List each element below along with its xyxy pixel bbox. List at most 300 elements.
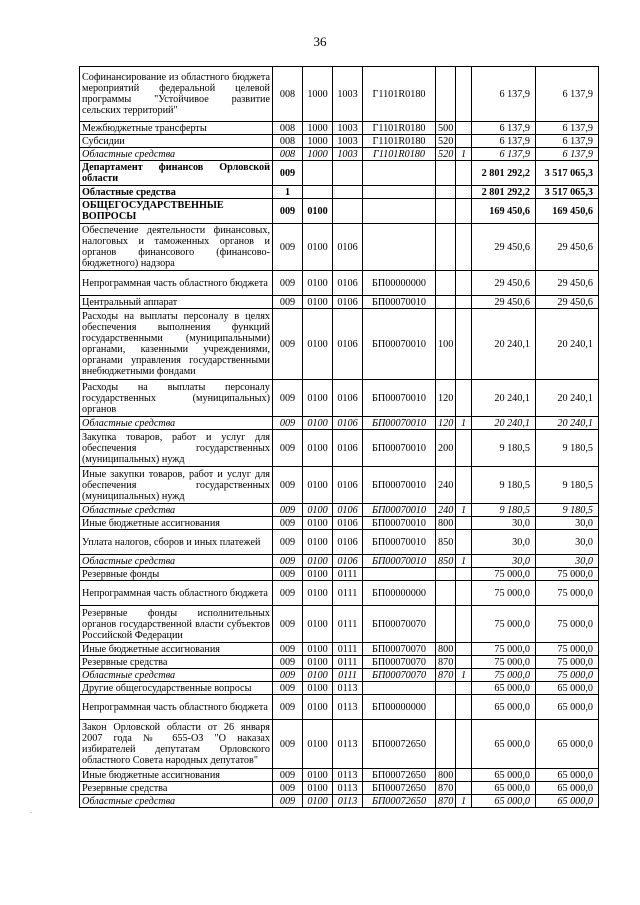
target-article-code: Г1101R0180 <box>363 135 436 148</box>
expense-type-code <box>436 581 456 606</box>
ved-code: 009 <box>273 161 303 186</box>
target-article-code: БП00072650 <box>363 782 436 795</box>
expense-type-code: 870 <box>436 782 456 795</box>
amount-year-2: 6 137,9 <box>536 67 599 122</box>
amount-year-1: 65 000,0 <box>472 682 536 695</box>
expense-type-code: 850 <box>436 555 456 568</box>
amount-year-2: 75 000,0 <box>536 643 599 656</box>
subsection-code: 0113 <box>333 795 363 808</box>
section-code: 0100 <box>303 682 333 695</box>
row-name: Софинансирование из областного бюджета мероприятий федеральной целевой программы "Устойчивое развитие сельских территорий" <box>80 67 273 122</box>
subsection-code: 1003 <box>333 148 363 161</box>
expense-type-code <box>436 720 456 769</box>
amount-year-2: 75 000,0 <box>536 669 599 682</box>
funding-source-code <box>456 380 472 417</box>
target-article-code <box>363 186 436 199</box>
expense-type-code <box>436 271 456 296</box>
funding-source-code <box>456 782 472 795</box>
subsection-code: 0106 <box>333 467 363 504</box>
ved-code: 009 <box>273 296 303 309</box>
section-code: 0100 <box>303 504 333 517</box>
table-row <box>80 695 599 720</box>
amount-year-1: 6 137,9 <box>472 122 536 135</box>
target-article-code <box>363 199 436 224</box>
table-row <box>80 504 599 517</box>
amount-year-2: 20 240,1 <box>536 309 599 380</box>
margin-mark: . <box>30 806 32 815</box>
funding-source-code <box>456 296 472 309</box>
amount-year-1: 30,0 <box>472 530 536 555</box>
table-row <box>80 309 599 380</box>
amount-year-1: 65 000,0 <box>472 769 536 782</box>
amount-year-2: 9 180,5 <box>536 467 599 504</box>
expense-type-code: 870 <box>436 669 456 682</box>
table-row <box>80 669 599 682</box>
amount-year-1: 9 180,5 <box>472 504 536 517</box>
section-code: 0100 <box>303 656 333 669</box>
funding-source-code: 1 <box>456 795 472 808</box>
row-name: Областные средства <box>80 417 273 430</box>
funding-source-code <box>456 309 472 380</box>
subsection-code: 0106 <box>333 430 363 467</box>
ved-code: 008 <box>273 122 303 135</box>
amount-year-2: 65 000,0 <box>536 720 599 769</box>
ved-code: 009 <box>273 669 303 682</box>
ved-code: 008 <box>273 67 303 122</box>
amount-year-1: 2 801 292,2 <box>472 161 536 186</box>
table-row <box>80 380 599 417</box>
row-name: Расходы на выплаты персоналу государственных (муниципальных) органов <box>80 380 273 417</box>
amount-year-1: 29 450,6 <box>472 224 536 271</box>
row-name: Областные средства <box>80 148 273 161</box>
amount-year-1: 169 450,6 <box>472 199 536 224</box>
amount-year-1: 65 000,0 <box>472 782 536 795</box>
expense-type-code: 200 <box>436 430 456 467</box>
funding-source-code <box>456 695 472 720</box>
subsection-code: 1003 <box>333 135 363 148</box>
amount-year-1: 75 000,0 <box>472 606 536 643</box>
ved-code: 009 <box>273 430 303 467</box>
amount-year-2: 20 240,1 <box>536 417 599 430</box>
ved-code: 009 <box>273 568 303 581</box>
funding-source-code: 1 <box>456 669 472 682</box>
expense-type-code: 520 <box>436 135 456 148</box>
expense-type-code: 240 <box>436 467 456 504</box>
amount-year-1: 30,0 <box>472 555 536 568</box>
ved-code: 008 <box>273 148 303 161</box>
section-code: 1000 <box>303 135 333 148</box>
row-name: Иные закупки товаров, работ и услуг для обеспечения государственных (муниципальных) нужд <box>80 467 273 504</box>
target-article-code <box>363 224 436 271</box>
section-code: 0100 <box>303 417 333 430</box>
amount-year-2: 169 450,6 <box>536 199 599 224</box>
subsection-code: 1003 <box>333 67 363 122</box>
funding-source-code: 1 <box>456 504 472 517</box>
row-name: Резервные средства <box>80 782 273 795</box>
subsection-code: 0113 <box>333 782 363 795</box>
ved-code: 009 <box>273 643 303 656</box>
amount-year-2: 20 240,1 <box>536 380 599 417</box>
expense-type-code: 240 <box>436 504 456 517</box>
amount-year-2: 75 000,0 <box>536 581 599 606</box>
section-code: 0100 <box>303 669 333 682</box>
target-article-code: БП00070010 <box>363 430 436 467</box>
target-article-code: БП00070070 <box>363 643 436 656</box>
amount-year-2: 65 000,0 <box>536 769 599 782</box>
amount-year-1: 6 137,9 <box>472 148 536 161</box>
amount-year-1: 6 137,9 <box>472 67 536 122</box>
funding-source-code: 1 <box>456 417 472 430</box>
section-code: 0100 <box>303 581 333 606</box>
funding-source-code <box>456 656 472 669</box>
amount-year-2: 9 180,5 <box>536 504 599 517</box>
subsection-code: 0111 <box>333 581 363 606</box>
target-article-code: Г1101R0180 <box>363 122 436 135</box>
target-article-code: БП00070010 <box>363 380 436 417</box>
table-row <box>80 161 599 186</box>
row-name: Закон Орловской области от 26 января 2007 года № 655-ОЗ "О наказах избирателей депутатам Орловского областного Совета народных депутатов" <box>80 720 273 769</box>
row-name: ОБЩЕГОСУДАРСТВЕННЫЕ ВОПРОСЫ <box>80 199 273 224</box>
subsection-code: 0106 <box>333 517 363 530</box>
ved-code: 009 <box>273 467 303 504</box>
section-code: 0100 <box>303 271 333 296</box>
amount-year-1: 9 180,5 <box>472 467 536 504</box>
table-row <box>80 135 599 148</box>
funding-source-code <box>456 606 472 643</box>
ved-code: 009 <box>273 309 303 380</box>
expense-type-code: 870 <box>436 656 456 669</box>
section-code: 0100 <box>303 309 333 380</box>
target-article-code: БП00072650 <box>363 720 436 769</box>
funding-source-code <box>456 186 472 199</box>
funding-source-code <box>456 67 472 122</box>
ved-code: 009 <box>273 795 303 808</box>
table-row <box>80 417 599 430</box>
subsection-code: 0111 <box>333 656 363 669</box>
amount-year-2: 65 000,0 <box>536 682 599 695</box>
table-row <box>80 656 599 669</box>
expense-type-code: 850 <box>436 530 456 555</box>
funding-source-code <box>456 581 472 606</box>
funding-source-code: 1 <box>456 555 472 568</box>
funding-source-code <box>456 568 472 581</box>
table-row <box>80 782 599 795</box>
row-name: Обеспечение деятельности финансовых, налоговых и таможенных органов и органов финансового (финансово-бюджетного) надзора <box>80 224 273 271</box>
amount-year-1: 30,0 <box>472 517 536 530</box>
funding-source-code <box>456 224 472 271</box>
section-code: 0100 <box>303 695 333 720</box>
row-name: Расходы на выплаты персоналу в целях обеспечения выполнения функций государственными (муниципальными) органами, казенными учреждениями, органами управления государственными внебюджетными фондами <box>80 309 273 380</box>
amount-year-2: 65 000,0 <box>536 782 599 795</box>
funding-source-code <box>456 430 472 467</box>
table-row <box>80 606 599 643</box>
ved-code: 009 <box>273 682 303 695</box>
target-article-code <box>363 568 436 581</box>
amount-year-1: 75 000,0 <box>472 568 536 581</box>
section-code: 0100 <box>303 606 333 643</box>
ved-code: 008 <box>273 135 303 148</box>
expense-type-code <box>436 606 456 643</box>
target-article-code: БП00072650 <box>363 795 436 808</box>
table-row <box>80 555 599 568</box>
expense-type-code <box>436 161 456 186</box>
expense-type-code <box>436 224 456 271</box>
ved-code: 009 <box>273 606 303 643</box>
expense-type-code: 120 <box>436 417 456 430</box>
target-article-code: БП00070010 <box>363 555 436 568</box>
subsection-code <box>333 199 363 224</box>
subsection-code: 0106 <box>333 296 363 309</box>
ved-code: 009 <box>273 504 303 517</box>
target-article-code: БП00070010 <box>363 504 436 517</box>
target-article-code: БП00000000 <box>363 581 436 606</box>
amount-year-1: 29 450,6 <box>472 271 536 296</box>
target-article-code: БП00070010 <box>363 296 436 309</box>
table-row <box>80 271 599 296</box>
expense-type-code: 800 <box>436 769 456 782</box>
target-article-code: БП00070010 <box>363 530 436 555</box>
amount-year-2: 6 137,9 <box>536 122 599 135</box>
table-row <box>80 643 599 656</box>
table-row <box>80 199 599 224</box>
target-article-code: БП00070010 <box>363 309 436 380</box>
ved-code: 009 <box>273 224 303 271</box>
target-article-code: БП00070070 <box>363 656 436 669</box>
amount-year-1: 9 180,5 <box>472 430 536 467</box>
ved-code: 009 <box>273 199 303 224</box>
section-code <box>303 161 333 186</box>
section-code: 0100 <box>303 769 333 782</box>
target-article-code: Г1101R0180 <box>363 67 436 122</box>
section-code <box>303 186 333 199</box>
subsection-code: 0111 <box>333 568 363 581</box>
row-name: Непрограммная часть областного бюджета <box>80 695 273 720</box>
table-row <box>80 581 599 606</box>
ved-code: 009 <box>273 769 303 782</box>
section-code: 0100 <box>303 430 333 467</box>
funding-source-code <box>456 643 472 656</box>
amount-year-1: 6 137,9 <box>472 135 536 148</box>
row-name: Субсидии <box>80 135 273 148</box>
subsection-code: 0113 <box>333 769 363 782</box>
funding-source-code <box>456 271 472 296</box>
row-name: Областные средства <box>80 795 273 808</box>
amount-year-2: 6 137,9 <box>536 148 599 161</box>
amount-year-1: 75 000,0 <box>472 581 536 606</box>
subsection-code: 0106 <box>333 504 363 517</box>
ved-code: 009 <box>273 530 303 555</box>
row-name: Областные средства <box>80 669 273 682</box>
amount-year-2: 6 137,9 <box>536 135 599 148</box>
subsection-code: 0106 <box>333 417 363 430</box>
section-code: 0100 <box>303 555 333 568</box>
ved-code: 009 <box>273 581 303 606</box>
subsection-code: 0106 <box>333 309 363 380</box>
funding-source-code <box>456 467 472 504</box>
row-name: Закупка товаров, работ и услуг для обеспечения государственных (муниципальных) нужд <box>80 430 273 467</box>
section-code: 0100 <box>303 530 333 555</box>
amount-year-2: 65 000,0 <box>536 695 599 720</box>
ved-code: 009 <box>273 271 303 296</box>
amount-year-1: 65 000,0 <box>472 695 536 720</box>
subsection-code: 0106 <box>333 271 363 296</box>
ved-code: 009 <box>273 656 303 669</box>
page-number: 36 <box>313 34 327 49</box>
ved-code: 009 <box>273 720 303 769</box>
funding-source-code <box>456 135 472 148</box>
table-row <box>80 296 599 309</box>
row-name: Другие общегосударственные вопросы <box>80 682 273 695</box>
table-row <box>80 720 599 769</box>
section-code: 0100 <box>303 467 333 504</box>
section-code: 1000 <box>303 67 333 122</box>
budget-table <box>79 66 599 808</box>
section-code: 1000 <box>303 148 333 161</box>
funding-source-code <box>456 122 472 135</box>
target-article-code: БП00070010 <box>363 517 436 530</box>
amount-year-1: 20 240,1 <box>472 380 536 417</box>
amount-year-1: 20 240,1 <box>472 417 536 430</box>
expense-type-code <box>436 296 456 309</box>
expense-type-code <box>436 67 456 122</box>
row-name: Областные средства <box>80 555 273 568</box>
amount-year-2: 75 000,0 <box>536 568 599 581</box>
table-row <box>80 682 599 695</box>
table-row <box>80 795 599 808</box>
table-row <box>80 148 599 161</box>
subsection-code <box>333 161 363 186</box>
target-article-code: БП00070070 <box>363 606 436 643</box>
target-article-code: БП00070070 <box>363 669 436 682</box>
amount-year-1: 75 000,0 <box>472 656 536 669</box>
amount-year-2: 65 000,0 <box>536 795 599 808</box>
amount-year-1: 75 000,0 <box>472 643 536 656</box>
row-name: Иные бюджетные ассигнования <box>80 517 273 530</box>
expense-type-code: 800 <box>436 643 456 656</box>
table-row <box>80 122 599 135</box>
ved-code: 1 <box>273 186 303 199</box>
expense-type-code: 870 <box>436 795 456 808</box>
target-article-code: БП00070010 <box>363 417 436 430</box>
section-code: 0100 <box>303 296 333 309</box>
section-code: 0100 <box>303 568 333 581</box>
table-row <box>80 769 599 782</box>
amount-year-2: 29 450,6 <box>536 296 599 309</box>
amount-year-2: 3 517 065,3 <box>536 186 599 199</box>
subsection-code: 0106 <box>333 380 363 417</box>
target-article-code <box>363 682 436 695</box>
table-row <box>80 430 599 467</box>
row-name: Резервные средства <box>80 656 273 669</box>
target-article-code: БП00072650 <box>363 769 436 782</box>
table-row <box>80 67 599 122</box>
row-name: Уплата налогов, сборов и иных платежей <box>80 530 273 555</box>
amount-year-2: 3 517 065,3 <box>536 161 599 186</box>
expense-type-code <box>436 186 456 199</box>
target-article-code: БП00070010 <box>363 467 436 504</box>
expense-type-code: 100 <box>436 309 456 380</box>
ved-code: 009 <box>273 695 303 720</box>
table-row <box>80 568 599 581</box>
amount-year-1: 65 000,0 <box>472 720 536 769</box>
section-code: 0100 <box>303 224 333 271</box>
table-row <box>80 517 599 530</box>
amount-year-2: 30,0 <box>536 530 599 555</box>
subsection-code: 0113 <box>333 695 363 720</box>
row-name: Областные средства <box>80 186 273 199</box>
target-article-code <box>363 161 436 186</box>
expense-type-code <box>436 199 456 224</box>
subsection-code: 0111 <box>333 606 363 643</box>
subsection-code <box>333 186 363 199</box>
row-name: Департамент финансов Орловской области <box>80 161 273 186</box>
ved-code: 009 <box>273 555 303 568</box>
section-code: 0100 <box>303 199 333 224</box>
amount-year-1: 65 000,0 <box>472 795 536 808</box>
amount-year-2: 30,0 <box>536 555 599 568</box>
expense-type-code: 120 <box>436 380 456 417</box>
table-row <box>80 224 599 271</box>
subsection-code: 0113 <box>333 682 363 695</box>
subsection-code: 0106 <box>333 530 363 555</box>
amount-year-1: 2 801 292,2 <box>472 186 536 199</box>
row-name: Резервные фонды <box>80 568 273 581</box>
expense-type-code: 800 <box>436 517 456 530</box>
amount-year-2: 75 000,0 <box>536 656 599 669</box>
funding-source-code <box>456 199 472 224</box>
section-code: 0100 <box>303 720 333 769</box>
ved-code: 009 <box>273 517 303 530</box>
amount-year-1: 29 450,6 <box>472 296 536 309</box>
amount-year-1: 75 000,0 <box>472 669 536 682</box>
section-code: 0100 <box>303 643 333 656</box>
row-name: Межбюджетные трансферты <box>80 122 273 135</box>
subsection-code: 0111 <box>333 669 363 682</box>
amount-year-2: 30,0 <box>536 517 599 530</box>
subsection-code: 0106 <box>333 555 363 568</box>
ved-code: 009 <box>273 380 303 417</box>
amount-year-2: 75 000,0 <box>536 606 599 643</box>
target-article-code: БП00000000 <box>363 695 436 720</box>
table-row <box>80 530 599 555</box>
expense-type-code: 520 <box>436 148 456 161</box>
section-code: 0100 <box>303 782 333 795</box>
section-code: 0100 <box>303 795 333 808</box>
amount-year-2: 9 180,5 <box>536 430 599 467</box>
target-article-code: Г1101R0180 <box>363 148 436 161</box>
expense-type-code: 500 <box>436 122 456 135</box>
row-name: Областные средства <box>80 504 273 517</box>
section-code: 0100 <box>303 517 333 530</box>
subsection-code: 0113 <box>333 720 363 769</box>
subsection-code: 0106 <box>333 224 363 271</box>
funding-source-code <box>456 682 472 695</box>
row-name: Непрограммная часть областного бюджета <box>80 271 273 296</box>
ved-code: 009 <box>273 782 303 795</box>
expense-type-code <box>436 695 456 720</box>
expense-type-code <box>436 568 456 581</box>
target-article-code: БП00000000 <box>363 271 436 296</box>
row-name: Непрограммная часть областного бюджета <box>80 581 273 606</box>
table-row <box>80 467 599 504</box>
section-code: 0100 <box>303 380 333 417</box>
funding-source-code <box>456 530 472 555</box>
table-row <box>80 186 599 199</box>
funding-source-code <box>456 769 472 782</box>
ved-code: 009 <box>273 417 303 430</box>
amount-year-1: 20 240,1 <box>472 309 536 380</box>
amount-year-2: 29 450,6 <box>536 224 599 271</box>
